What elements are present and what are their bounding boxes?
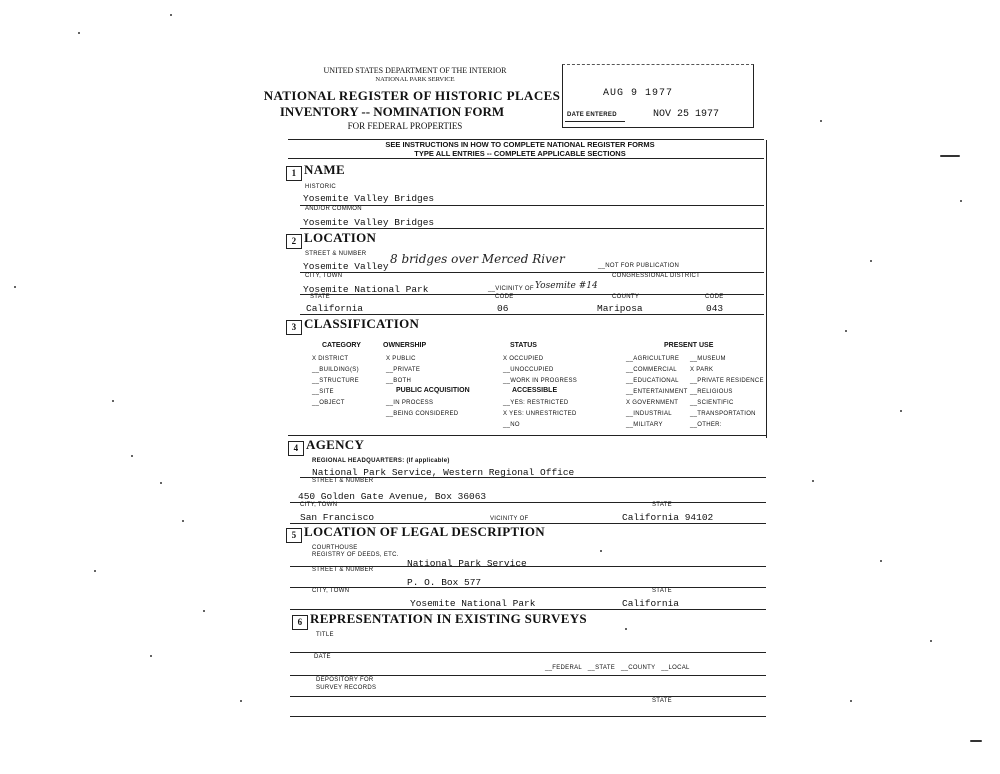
stamp-date-entered: NOV 25 1977 [653, 109, 720, 120]
present-use-item: __PRIVATE RESIDENCE [690, 378, 764, 384]
agency-hq: National Park Service, Western Regional Office [312, 467, 575, 478]
historic-label: HISTORIC [305, 184, 336, 190]
present-use-item: __INDUSTRIAL [626, 411, 672, 417]
survey-state-label: STATE [652, 698, 672, 704]
loc-county-code: 043 [706, 303, 724, 314]
ownership-head: OWNERSHIP [383, 342, 427, 349]
legal-city: Yosemite National Park [410, 598, 536, 609]
ownership-item: X PUBLIC [386, 356, 416, 362]
present-use-item: X PARK [690, 367, 714, 373]
accessible-head: ACCESSIBLE [512, 387, 558, 394]
present-use-head: PRESENT USE [664, 342, 714, 349]
service-heading: NATIONAL PARK SERVICE [375, 76, 455, 83]
not-for-publication: __NOT FOR PUBLICATION [598, 263, 680, 269]
present-use-right-list [690, 354, 764, 431]
loc-county-code-label: CODE [705, 294, 724, 300]
agency-hq-label: REGIONAL HEADQUARTERS: (If applicable) [312, 458, 450, 464]
legal-city-label: CITY, TOWN [312, 588, 350, 594]
category-item: __SITE [312, 389, 334, 395]
loc-code: 06 [497, 303, 509, 314]
present-use-item: __OTHER: [690, 422, 722, 428]
registry: National Park Service [407, 558, 527, 569]
accessible-item: X YES: UNRESTRICTED [503, 411, 577, 417]
category-item: __STRUCTURE [312, 378, 359, 384]
depository-label: DEPOSITORY FOR [316, 677, 374, 683]
instructions-line-1: SEE INSTRUCTIONS IN HOW TO COMPLETE NATIONAL REGISTER FORMS [385, 140, 655, 149]
status-item: __UNOCCUPIED [503, 367, 554, 373]
form-title: NATIONAL REGISTER OF HISTORIC PLACES [263, 88, 561, 103]
status-item: X OCCUPIED [503, 356, 544, 362]
ownership-item: __PRIVATE [386, 367, 421, 373]
stamp-received-date: AUG 9 1977 [603, 88, 674, 99]
present-use-item: __EDUCATIONAL [626, 378, 679, 384]
congressional-label: CONGRESSIONAL DISTRICT [612, 273, 701, 279]
section-legal-heading: 5 LOCATION OF LEGAL DESCRIPTION [286, 524, 545, 543]
loc-county-label: COUNTY [612, 294, 640, 300]
survey-title-label: TITLE [316, 632, 334, 638]
legal-state: California [622, 598, 680, 609]
agency-city-label: CITY, TOWN [300, 502, 338, 508]
loc-code-label: CODE [495, 294, 514, 300]
present-use-item: __COMMERCIAL [626, 367, 677, 373]
agency-vicinity-label: VICINITY OF [490, 516, 529, 522]
receipt-stamp [562, 64, 754, 128]
courthouse-label: COURTHOUSE [312, 545, 358, 551]
section-surveys-heading: 6 REPRESENTATION IN EXISTING SURVEYS [292, 611, 587, 630]
loc-city: Yosemite National Park [303, 284, 429, 295]
agency-street: 450 Golden Gate Avenue, Box 36063 [298, 491, 487, 502]
legal-street: P. O. Box 577 [407, 577, 482, 588]
vicinity-handwritten: Yosemite #14 [535, 281, 598, 291]
loc-state-label: STATE [310, 294, 330, 300]
section-agency-heading: 4 AGENCY [288, 437, 364, 456]
accessible-item: __NO [503, 422, 520, 428]
agency-city: San Francisco [300, 512, 375, 523]
present-use-item: __TRANSPORTATION [690, 411, 756, 417]
present-use-left-list [626, 354, 688, 431]
present-use-item: __MILITARY [626, 422, 663, 428]
acquisition-item: __IN PROCESS [386, 400, 434, 406]
common-label: AND/OR COMMON [305, 206, 362, 212]
section-classification-heading: 3 CLASSIFICATION [286, 316, 419, 335]
category-item: __BUILDING(S) [312, 367, 359, 373]
federal-properties: FOR FEDERAL PROPERTIES [347, 121, 463, 131]
form-subtitle: INVENTORY -- NOMINATION FORM [279, 104, 505, 119]
loc-state: California [306, 303, 364, 314]
acquisition-head: PUBLIC ACQUISITION [396, 387, 470, 394]
agency-street-label: STREET & NUMBER [312, 478, 374, 484]
registry-label: REGISTRY OF DEEDS, ETC. [312, 552, 399, 558]
legal-state-label: STATE [652, 588, 672, 594]
ownership-list [386, 354, 420, 387]
ownership-item: __BOTH [386, 378, 412, 384]
category-list [312, 354, 359, 409]
status-item: __WORK IN PROGRESS [503, 378, 578, 384]
survey-levels: __FEDERAL __STATE __COUNTY __LOCAL [545, 665, 690, 671]
vicinity-label: __VICINITY OF [488, 286, 534, 292]
common-name: Yosemite Valley Bridges [303, 217, 435, 228]
section-name-heading: 1 NAME [286, 162, 345, 181]
category-item: X DISTRICT [312, 356, 349, 362]
loc-county: Mariposa [597, 303, 643, 314]
present-use-item: __RELIGIOUS [690, 389, 733, 395]
status-list [503, 354, 577, 387]
agency-state: California 94102 [622, 512, 714, 523]
category-head: CATEGORY [322, 342, 361, 349]
survey-date-label: DATE [314, 654, 331, 660]
present-use-item: X GOVERNMENT [626, 400, 679, 406]
accessible-list [503, 398, 577, 431]
loc-city-label: CITY, TOWN [305, 273, 343, 279]
instructions-line-2: TYPE ALL ENTRIES -- COMPLETE APPLICABLE SECTIONS [414, 149, 626, 158]
survey-records-label: SURVEY RECORDS [316, 685, 377, 691]
historic-name: Yosemite Valley Bridges [303, 193, 435, 204]
present-use-item: __ENTERTAINMENT [626, 389, 688, 395]
loc-street: Yosemite Valley [303, 261, 389, 272]
status-head: STATUS [510, 342, 537, 349]
legal-street-label: STREET & NUMBER [312, 567, 374, 573]
loc-street-label: STREET & NUMBER [305, 251, 367, 257]
present-use-item: __AGRICULTURE [626, 356, 680, 362]
stamp-date-entered-label: DATE ENTERED [567, 112, 617, 118]
loc-street-handwritten: 8 bridges over Merced River [390, 252, 565, 266]
acquisition-list [386, 398, 458, 420]
present-use-item: __SCIENTIFIC [690, 400, 734, 406]
section-location-heading: 2 LOCATION [286, 230, 376, 249]
dept-heading: UNITED STATES DEPARTMENT OF THE INTERIOR [323, 66, 507, 75]
category-item: __OBJECT [312, 400, 345, 406]
present-use-item: __MUSEUM [690, 356, 726, 362]
acquisition-item: __BEING CONSIDERED [386, 411, 459, 417]
agency-state-label: STATE [652, 502, 672, 508]
accessible-item: __YES: RESTRICTED [503, 400, 569, 406]
